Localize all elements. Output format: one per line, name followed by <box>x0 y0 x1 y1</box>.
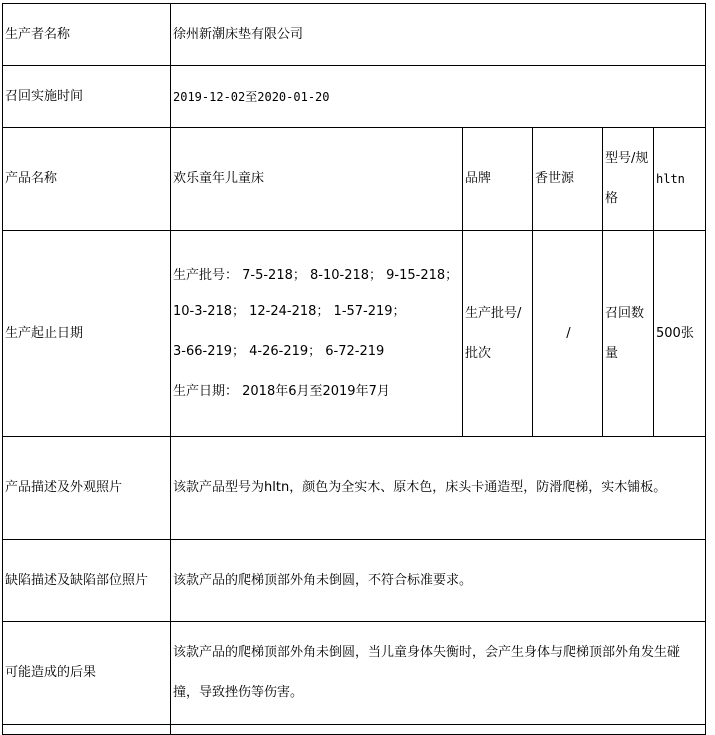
recall-time-value: 2019-12-02至2020-01-20 <box>171 66 706 128</box>
description-row <box>3 437 706 540</box>
production-row <box>3 231 706 437</box>
batch-numbers-line-1: 生产批号： 7-5-218； 8-10-218； 9-15-218； <box>173 267 459 283</box>
model-value: hltn <box>654 128 706 231</box>
recall-quantity-value: 500张 <box>654 231 706 437</box>
model-label: 型号/规格 <box>603 128 654 231</box>
batch-label: 生产批号/批次 <box>463 231 533 437</box>
producer-row <box>3 4 706 66</box>
recall-info-table <box>2 3 706 735</box>
consequence-row <box>3 622 706 725</box>
producer-label: 生产者名称 <box>3 4 171 66</box>
product-name-value: 欢乐童年儿童床 <box>171 128 463 231</box>
recall-time-label: 召回实施时间 <box>3 66 171 128</box>
trailing-row <box>3 725 706 735</box>
production-period-label: 生产起止日期 <box>3 231 171 437</box>
brand-value: 香世源 <box>533 128 603 231</box>
description-value: 该款产品型号为hltn，颜色为全实木、原木色，床头卡通造型，防滑爬梯，实木铺板。 <box>171 437 706 540</box>
batch-numbers-line-3: 3-66-219； 4-26-219； 6-72-219 <box>173 343 385 359</box>
defect-row <box>3 540 706 622</box>
recall-quantity-label: 召回数量 <box>603 231 654 437</box>
consequence-value: 该款产品的爬梯顶部外角未倒圆，当儿童身体失衡时，会产生身体与爬梯顶部外角发生碰撞，导致挫伤等伤害。 <box>171 622 706 725</box>
production-date-line: 生产日期： 2018年6月至2019年7月 <box>173 383 390 399</box>
consequence-label: 可能造成的后果 <box>3 622 171 725</box>
product-name-label: 产品名称 <box>3 128 171 231</box>
batch-value: / <box>533 231 603 437</box>
product-row <box>3 128 706 231</box>
production-details <box>171 231 463 437</box>
recall-time-row <box>3 66 706 128</box>
defect-label: 缺陷描述及缺陷部位照片 <box>3 540 171 622</box>
defect-value: 该款产品的爬梯顶部外角未倒圆，不符合标准要求。 <box>171 540 706 622</box>
brand-label: 品牌 <box>463 128 533 231</box>
batch-numbers-line-2: 10-3-218； 12-24-218； 1-57-219； <box>173 303 406 319</box>
producer-value: 徐州新潮床垫有限公司 <box>171 4 706 66</box>
description-label: 产品描述及外观照片 <box>3 437 171 540</box>
